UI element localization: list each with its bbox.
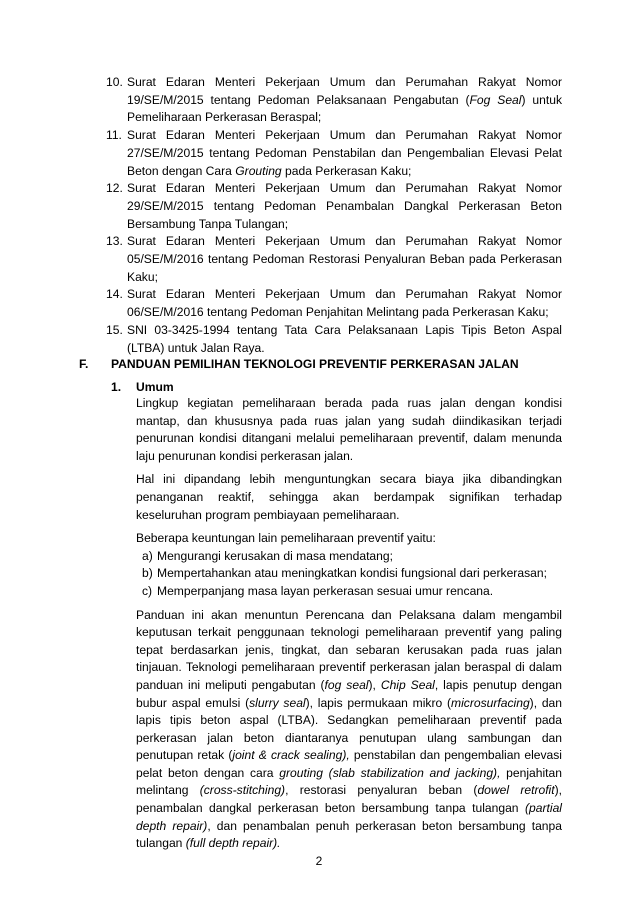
paragraph-cost: Hal ini dipandang lebih menguntungkan secara biaya jika dibandingkan penanganan reaktif, sehingga akan berdampak signifikan terhadap keseluruhan program pembiayaan pemeliharaan. [136,472,562,522]
list-item-emphasis: Grouting [235,163,282,178]
text-run: ), lapis permukaan mikro ( [305,695,452,710]
subsection-title: Umum [136,380,174,394]
list-item [106,180,562,233]
emphasis: (partial depth repair) [136,801,562,833]
emphasis: dowel retrofit [477,783,555,798]
list-item-text-end: pada Perkerasan Kaku; [281,163,412,178]
emphasis: slurry seal [249,695,306,710]
text-run: penstabilan dan pengembalian elevasi pelat beton dengan cara [136,748,562,780]
list-item [136,548,562,566]
text-run: penjahitan melintang [136,765,562,798]
list-item [106,74,562,127]
benefits-list [136,548,562,601]
list-item-number: 12. [106,181,123,196]
emphasis: Chip Seal [380,677,435,692]
emphasis: (full depth repair). [185,836,281,851]
list-item-text: Surat Edaran Menteri Pekerjaan Umum dan Perumahan Rakyat Nomor 29/SE/M/2015 tentang Pedoman Penambalan Dangkal Perkerasan Beton Bersambung Tanpa Tulangan; [127,181,562,231]
list-item-number: 13. [106,234,123,249]
list-item-marker: c) [142,583,153,598]
list-item-text: Surat Edaran Menteri Pekerjaan Umum dan Perumahan Rakyat Nomor 27/SE/M/2015 tentang Pedoman Penstabilan dan Pengembalian Elevasi Pelat Beton dengan Cara [127,128,562,178]
reference-list [106,74,562,357]
list-item-marker: a) [142,548,153,563]
text-run: ), penambalan dangkal perkerasan beton bersambung tanpa tulangan [136,783,562,816]
emphasis: grouting (slab stabilization and jacking), [279,765,501,780]
list-item-text: Memperpanjang masa layan perkerasan sesuai umur rencana. [157,583,494,598]
list-item [106,322,562,357]
list-item-text: Mengurangi kerusakan di masa mendatang; [157,548,393,563]
emphasis: microsurfacing [451,695,530,710]
text-run: Panduan ini akan menuntun Perencana dan Pelaksana dalam mengambil keputusan terkait penggunaan teknologi pemeliharaan preventif yang paling tepat berdasarkan jenis, tingkat, dan sebaran kerusakan pada ruas jalan tinjauan. Teknologi pemeliharaan preventif perkerasan jalan beraspal di dalam panduan ini meliputi pengabutan ( [136,607,562,692]
emphasis: (cross-stitching) [199,783,286,798]
emphasis: fog seal [324,677,369,692]
list-item-number: 10. [106,75,123,89]
list-item-number: 15. [106,322,123,337]
text-run: , dan penambalan penuh perkerasan beton bersambung tanpa tulangan [136,818,562,851]
list-item-number: 14. [106,287,123,302]
text-run: ), dan lapis tipis beton aspal (LTBA). Sedangkan pemeliharaan preventif pada perkerasan jalan beton diantaranya penutupan ulang sambungan dan penutupan retak ( [136,695,562,763]
text-run: ), [368,677,381,692]
list-item-text: Mempertahankan atau meningkatkan kondisi fungsional dari perkerasan; [157,566,547,581]
list-item [106,286,562,321]
emphasis: joint & crack sealing), [232,748,350,763]
list-item-text-end: ) untuk Pemeliharaan Perkerasan Beraspal; [127,92,562,125]
list-item-text: Surat Edaran Menteri Pekerjaan Umum dan Perumahan Rakyat Nomor 06/SE/M/2016 tentang Pedoman Penjahitan Melintang pada Perkerasan Kaku; [127,287,562,320]
list-item-text: SNI 03-3425-1994 tentang Tata Cara Pelaksanaan Lapis Tipis Beton Aspal (LTBA) untuk Jalan Raya. [127,322,562,355]
list-item-emphasis: Fog Seal [469,92,522,107]
list-item [106,233,562,286]
section-letter: F. [79,357,89,371]
list-item [106,127,562,180]
paragraph-technologies [136,607,562,853]
section-body [136,395,562,859]
paragraph-scope: Lingkup kegiatan pemeliharaan berada pada ruas jalan dengan kondisi mantap, dan khususnya pada ruas jalan yang sudah diindikasikan terjadi penurunan kondisi ditangani melalui pemeliharaan preventif, dalam menunda laju penurunan kondisi perkerasan jalan. [136,396,562,463]
section-title: PANDUAN PEMILIHAN TEKNOLOGI PREVENTIF PERKERASAN JALAN [111,357,519,371]
list-item [136,565,562,583]
paragraph-benefits-intro: Beberapa keuntungan lain pemeliharaan preventif yaitu: [136,531,436,546]
list-item-text: Surat Edaran Menteri Pekerjaan Umum dan Perumahan Rakyat Nomor 19/SE/M/2015 tentang Pedoman Pelaksanaan Pengabutan ( [127,75,562,107]
list-item-text: Surat Edaran Menteri Pekerjaan Umum dan Perumahan Rakyat Nomor 05/SE/M/2016 tentang Pedoman Restorasi Penyaluran Beban pada Perkerasan Kaku; [127,234,562,284]
text-run: , restorasi penyaluran beban ( [285,783,478,798]
text-run: , lapis penutup dengan bubur aspal emulsi ( [136,677,563,710]
subsection-number: 1. [111,380,122,394]
page-number: 2 [315,854,323,868]
list-item-marker: b) [142,566,153,581]
list-item [136,583,562,601]
list-item-number: 11. [106,128,122,143]
